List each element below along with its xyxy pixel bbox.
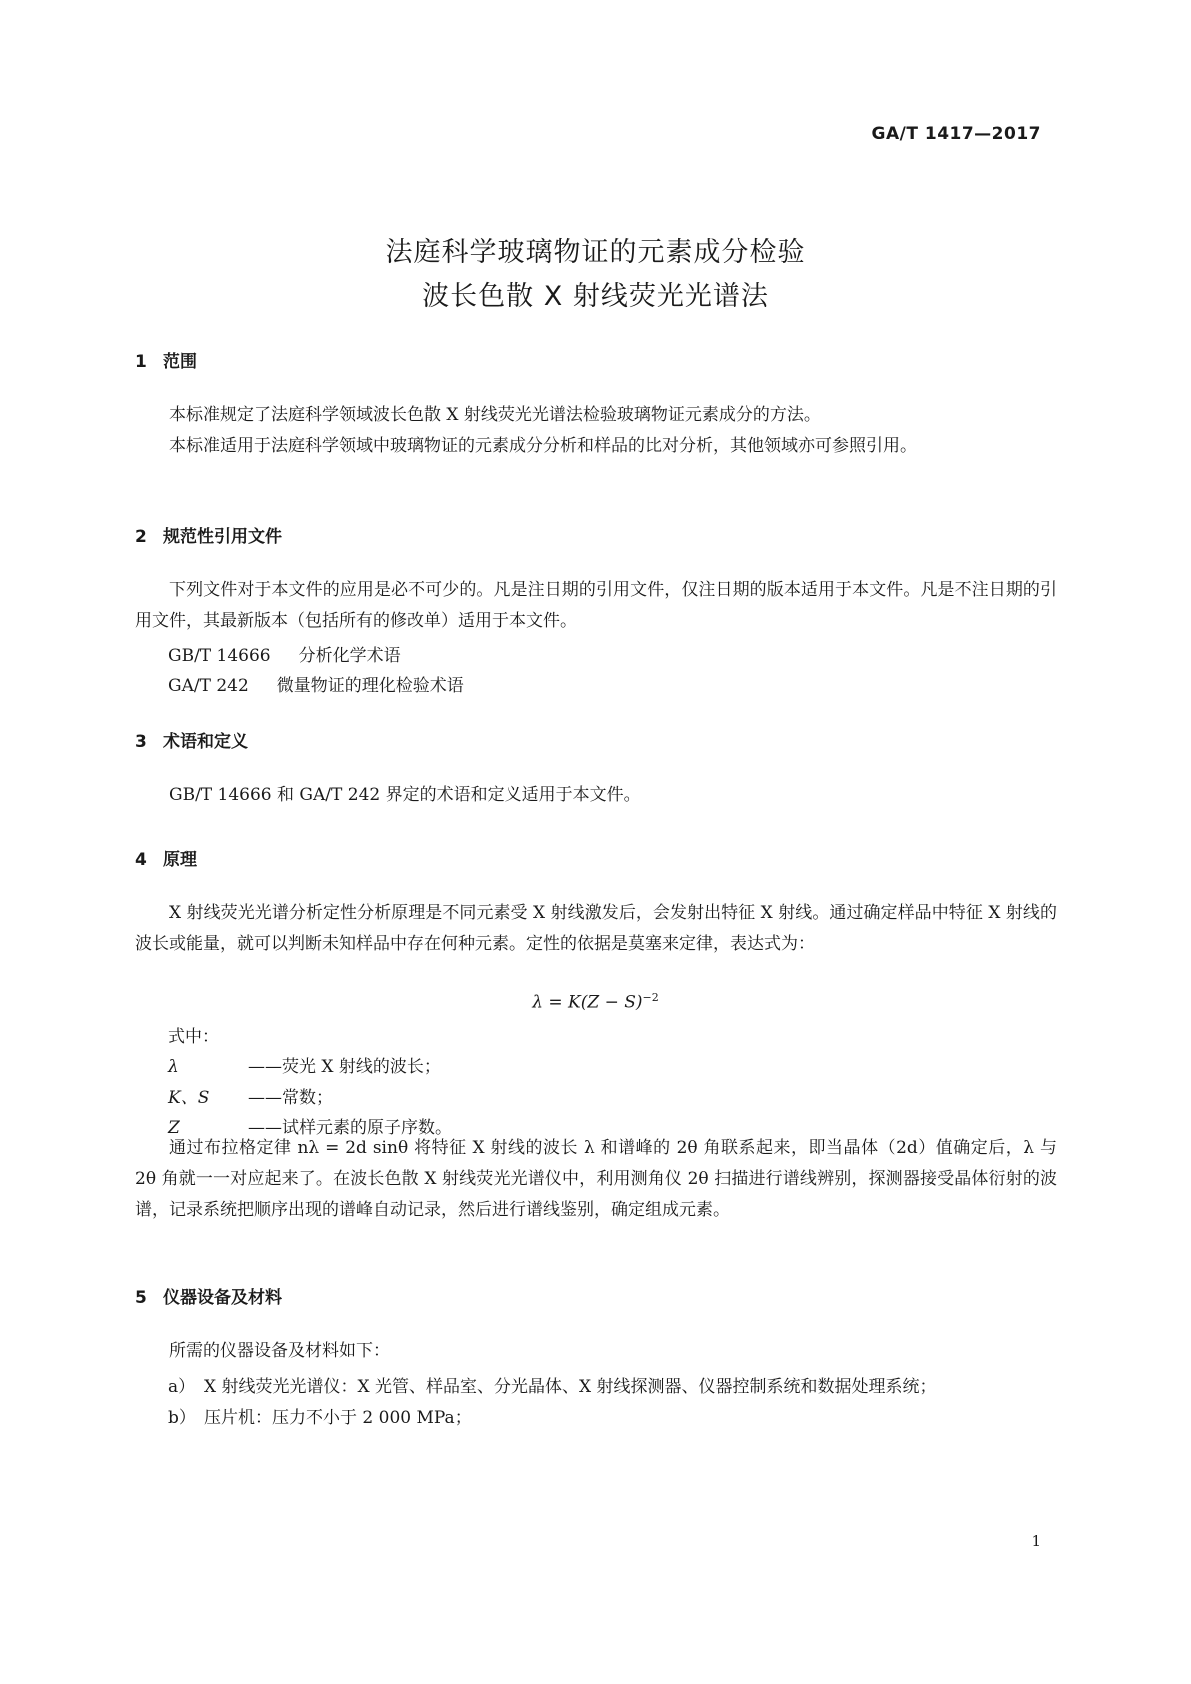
section-2-paragraph-1: 下列文件对于本文件的应用是必不可少的。凡是注日期的引用文件，仅注日期的版本适用于本文件。凡是不注日期的引用文件，其最新版本（包括所有的修改单）适用于本文件。 — [135, 580, 1057, 631]
formula-body: λ = K(Z − S) — [532, 992, 643, 1013]
section-5-heading — [135, 1283, 282, 1308]
section-4-paragraph-2: 通过布拉格定律 nλ = 2d sinθ 将特征 X 射线的波长 λ 和谱峰的 2θ 角联系起来，即当晶体（2d）值确定后，λ 与 2θ 角就一一对应起来了。在波长色散 X 射线荧光光谱仪中，利用测角仪 2θ 扫描进行谱线辨别，探测器接受晶体衍射的波谱，记录系统把顺序出现的谱峰自动记录，然后进行谱线鉴别，确定组成元素。 — [135, 1138, 1057, 1220]
section-1-paragraph-2: 本标准适用于法庭科学领域中玻璃物证的元素成分分析和样品的比对分析，其他领域亦可参照引用。 — [169, 436, 917, 456]
section-title: 规范性引用文件 — [163, 527, 282, 547]
list-item-b — [168, 1403, 472, 1428]
list-item-a — [168, 1372, 937, 1397]
reference-2 — [168, 671, 464, 696]
section-3-heading — [135, 727, 248, 752]
document-title-line2: 波长色散 X 射线荧光光谱法 — [422, 281, 769, 312]
list-text: 压片机：压力不小于 2 000 MPa； — [204, 1408, 472, 1428]
section-5-paragraph-1: 所需的仪器设备及材料如下： — [169, 1341, 390, 1361]
definition: ——荧光 X 射线的波长； — [248, 1057, 441, 1077]
section-1-heading — [135, 347, 197, 372]
page-number: 1 — [1031, 1532, 1041, 1550]
section-title: 原理 — [163, 850, 197, 870]
section-title: 仪器设备及材料 — [163, 1288, 282, 1308]
symbol: K、S — [168, 1088, 210, 1108]
section-4-paragraph-1: X 射线荧光光谱分析定性分析原理是不同元素受 X 射线激发后，会发射出特征 X 射线。通过确定样品中特征 X 射线的波长或能量，就可以判断未知样品中存在何种元素。定性的依据是莫塞来定律，表达式为： — [135, 903, 1057, 954]
list-label: b） — [168, 1408, 196, 1428]
moseley-formula — [0, 991, 1191, 1013]
section-4-heading — [135, 845, 197, 870]
reference-title: 微量物证的理化检验术语 — [276, 676, 464, 696]
reference-code: GA/T 242 — [168, 676, 249, 696]
section-number: 1 — [135, 352, 147, 372]
symbol-definition — [168, 1052, 441, 1077]
symbol: Z — [168, 1118, 180, 1138]
section-2-heading — [135, 522, 282, 547]
reference-code: GB/T 14666 — [168, 646, 271, 666]
section-title: 术语和定义 — [163, 732, 248, 752]
definition: ——常数； — [248, 1088, 333, 1108]
section-title: 范围 — [163, 352, 197, 372]
section-1-paragraph-1: 本标准规定了法庭科学领域波长色散 X 射线荧光光谱法检验玻璃物证元素成分的方法。 — [169, 405, 821, 425]
section-number: 5 — [135, 1288, 147, 1308]
list-text: X 射线荧光光谱仪：X 光管、样品室、分光晶体、X 射线探测器、仪器控制系统和数据处理系统； — [204, 1377, 937, 1397]
formula-exponent: −2 — [642, 991, 659, 1004]
section-number: 3 — [135, 732, 147, 752]
reference-1 — [168, 641, 401, 666]
reference-title: 分析化学术语 — [298, 646, 401, 666]
where-label: 式中： — [168, 1027, 219, 1047]
list-label: a） — [168, 1377, 196, 1397]
symbol: λ — [168, 1057, 179, 1077]
symbol-definition — [168, 1083, 333, 1108]
section-number: 2 — [135, 527, 147, 547]
document-title-line1: 法庭科学玻璃物证的元素成分检验 — [385, 237, 806, 268]
section-number: 4 — [135, 850, 147, 870]
definition: ——试样元素的原子序数。 — [248, 1118, 452, 1138]
standard-number: GA/T 1417—2017 — [871, 124, 1041, 144]
section-3-paragraph-1: GB/T 14666 和 GA/T 242 界定的术语和定义适用于本文件。 — [169, 785, 641, 805]
